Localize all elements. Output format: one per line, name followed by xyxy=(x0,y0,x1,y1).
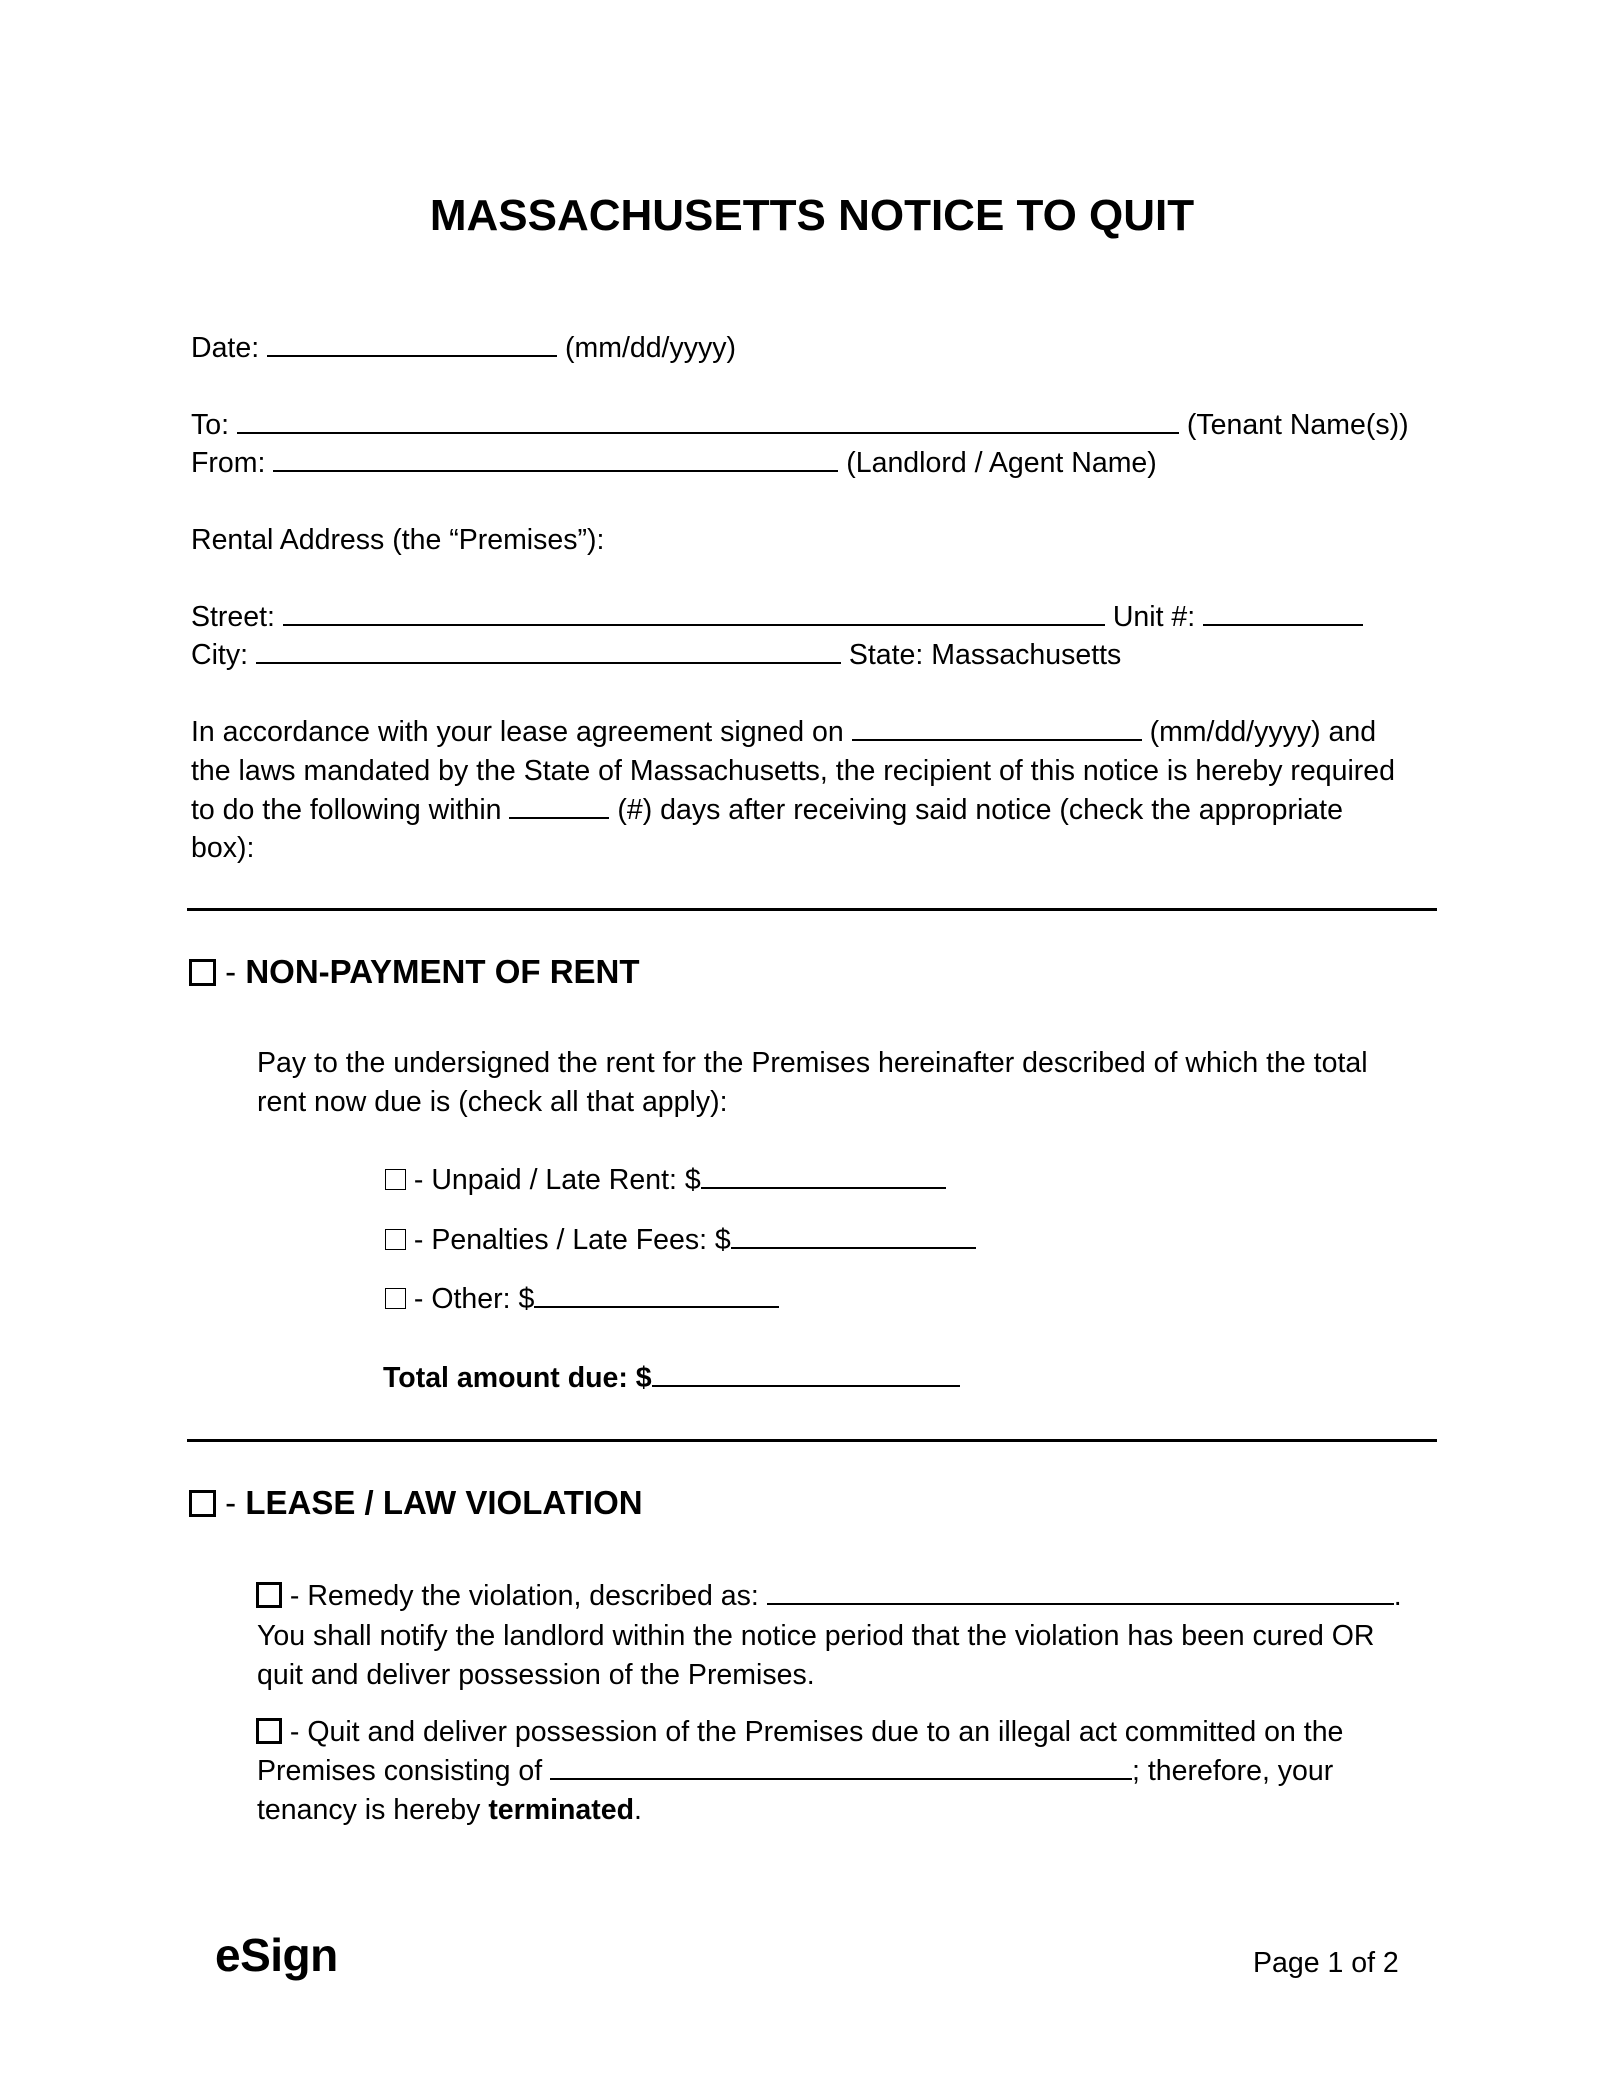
intro-text: (#) days after receiving said notice (check the appropriate xyxy=(617,794,1343,826)
remedy-label: - Remedy the violation, described as: xyxy=(289,1580,759,1612)
illegal-act-text: tenancy is hereby xyxy=(257,1794,481,1826)
remedy-line-3: quit and deliver possession of the Premises. xyxy=(257,1659,815,1691)
intro-line-3 xyxy=(191,791,1343,830)
divider xyxy=(187,1439,1437,1442)
other-label: - Other: $ xyxy=(413,1283,535,1315)
unpaid-rent-row xyxy=(385,1161,946,1200)
from-hint: (Landlord / Agent Name) xyxy=(846,447,1157,479)
from-label: From: xyxy=(191,447,266,479)
unpaid-rent-field[interactable] xyxy=(701,1161,946,1189)
state-text: State: Massachusetts xyxy=(848,639,1122,671)
from-row xyxy=(191,444,1157,483)
total-amount-label: Total amount due: xyxy=(383,1362,628,1394)
illegal-act-row xyxy=(256,1713,1343,1752)
street-field[interactable] xyxy=(283,598,1105,626)
other-field[interactable] xyxy=(534,1280,779,1308)
divider xyxy=(187,908,1437,911)
late-fees-field[interactable] xyxy=(731,1221,976,1249)
to-label: To: xyxy=(191,409,230,441)
date-label: Date: xyxy=(191,332,260,364)
intro-line-2: the laws mandated by the State of Massachusetts, the recipient of this notice is hereby required xyxy=(191,755,1395,787)
section-heading-text: LEASE / LAW VIOLATION xyxy=(245,1484,643,1521)
illegal-act-text: . xyxy=(634,1794,642,1826)
remedy-checkbox[interactable] xyxy=(256,1582,282,1608)
landlord-name-field[interactable] xyxy=(273,444,838,472)
total-amount-field[interactable] xyxy=(652,1359,960,1387)
illegal-act-line-3 xyxy=(257,1791,642,1830)
document-title: MASSACHUSETTS NOTICE TO QUIT xyxy=(429,191,1195,240)
page-number: Page 1 of 2 xyxy=(1253,1947,1399,1979)
unpaid-rent-label: - Unpaid / Late Rent: $ xyxy=(413,1164,701,1196)
violation-checkbox[interactable] xyxy=(189,1490,216,1517)
other-row xyxy=(385,1280,779,1319)
section-violation-heading: - LEASE / LAW VIOLATION xyxy=(189,1481,643,1525)
tenant-name-field[interactable] xyxy=(237,406,1179,434)
unit-label: Unit #: xyxy=(1112,601,1196,633)
violation-description-field[interactable] xyxy=(767,1577,1394,1605)
street-label: Street: xyxy=(191,601,275,633)
terminated-text: terminated xyxy=(488,1794,635,1826)
remedy-row: - Remedy the violation, described as: . xyxy=(256,1577,1402,1616)
date-hint: (mm/dd/yyyy) xyxy=(564,332,736,364)
intro-text: (mm/dd/yyyy) and xyxy=(1149,716,1377,748)
esign-logo: eSign xyxy=(215,1929,338,1981)
total-amount-row xyxy=(383,1359,960,1398)
other-checkbox[interactable] xyxy=(385,1288,406,1309)
intro-line-4: box): xyxy=(191,832,255,864)
non-payment-desc-1: Pay to the undersigned the rent for the Premises hereinafter described of which the total xyxy=(257,1047,1368,1079)
illegal-act-text: Premises consisting of xyxy=(257,1755,543,1787)
unpaid-rent-checkbox[interactable] xyxy=(385,1169,406,1190)
unit-field[interactable] xyxy=(1203,598,1363,626)
late-fees-checkbox[interactable] xyxy=(385,1229,406,1250)
date-field[interactable] xyxy=(267,329,557,357)
non-payment-checkbox[interactable] xyxy=(189,959,216,986)
late-fees-row xyxy=(385,1221,976,1260)
illegal-act-checkbox[interactable] xyxy=(256,1718,282,1744)
city-field[interactable] xyxy=(256,636,841,664)
to-row xyxy=(191,406,1409,445)
remedy-line-2: You shall notify the landlord within the notice period that the violation has been cured OR xyxy=(257,1620,1375,1652)
late-fees-label: - Penalties / Late Fees: $ xyxy=(413,1224,731,1256)
intro-text: to do the following within xyxy=(191,794,502,826)
total-dollar-sign: $ xyxy=(635,1362,652,1394)
date-row xyxy=(191,329,736,368)
illegal-act-field[interactable] xyxy=(550,1752,1132,1780)
city-row xyxy=(191,636,1121,675)
city-label: City: xyxy=(191,639,248,671)
intro-text: In accordance with your lease agreement signed on xyxy=(191,716,844,748)
illegal-act-label: - Quit and deliver possession of the Premises due to an illegal act committed on the xyxy=(289,1716,1344,1748)
section-non-payment-heading: - NON-PAYMENT OF RENT xyxy=(189,950,640,994)
illegal-act-line-2 xyxy=(257,1752,1333,1791)
street-row xyxy=(191,598,1363,637)
rental-address-label: Rental Address (the “Premises”): xyxy=(191,524,605,556)
lease-date-field[interactable] xyxy=(852,713,1142,741)
days-field[interactable] xyxy=(509,791,609,819)
illegal-act-text: ; therefore, your xyxy=(1132,1755,1334,1787)
intro-line-1 xyxy=(191,713,1376,752)
non-payment-desc-2: rent now due is (check all that apply): xyxy=(257,1086,728,1118)
to-hint: (Tenant Name(s)) xyxy=(1186,409,1409,441)
section-heading-text: NON-PAYMENT OF RENT xyxy=(245,953,640,990)
